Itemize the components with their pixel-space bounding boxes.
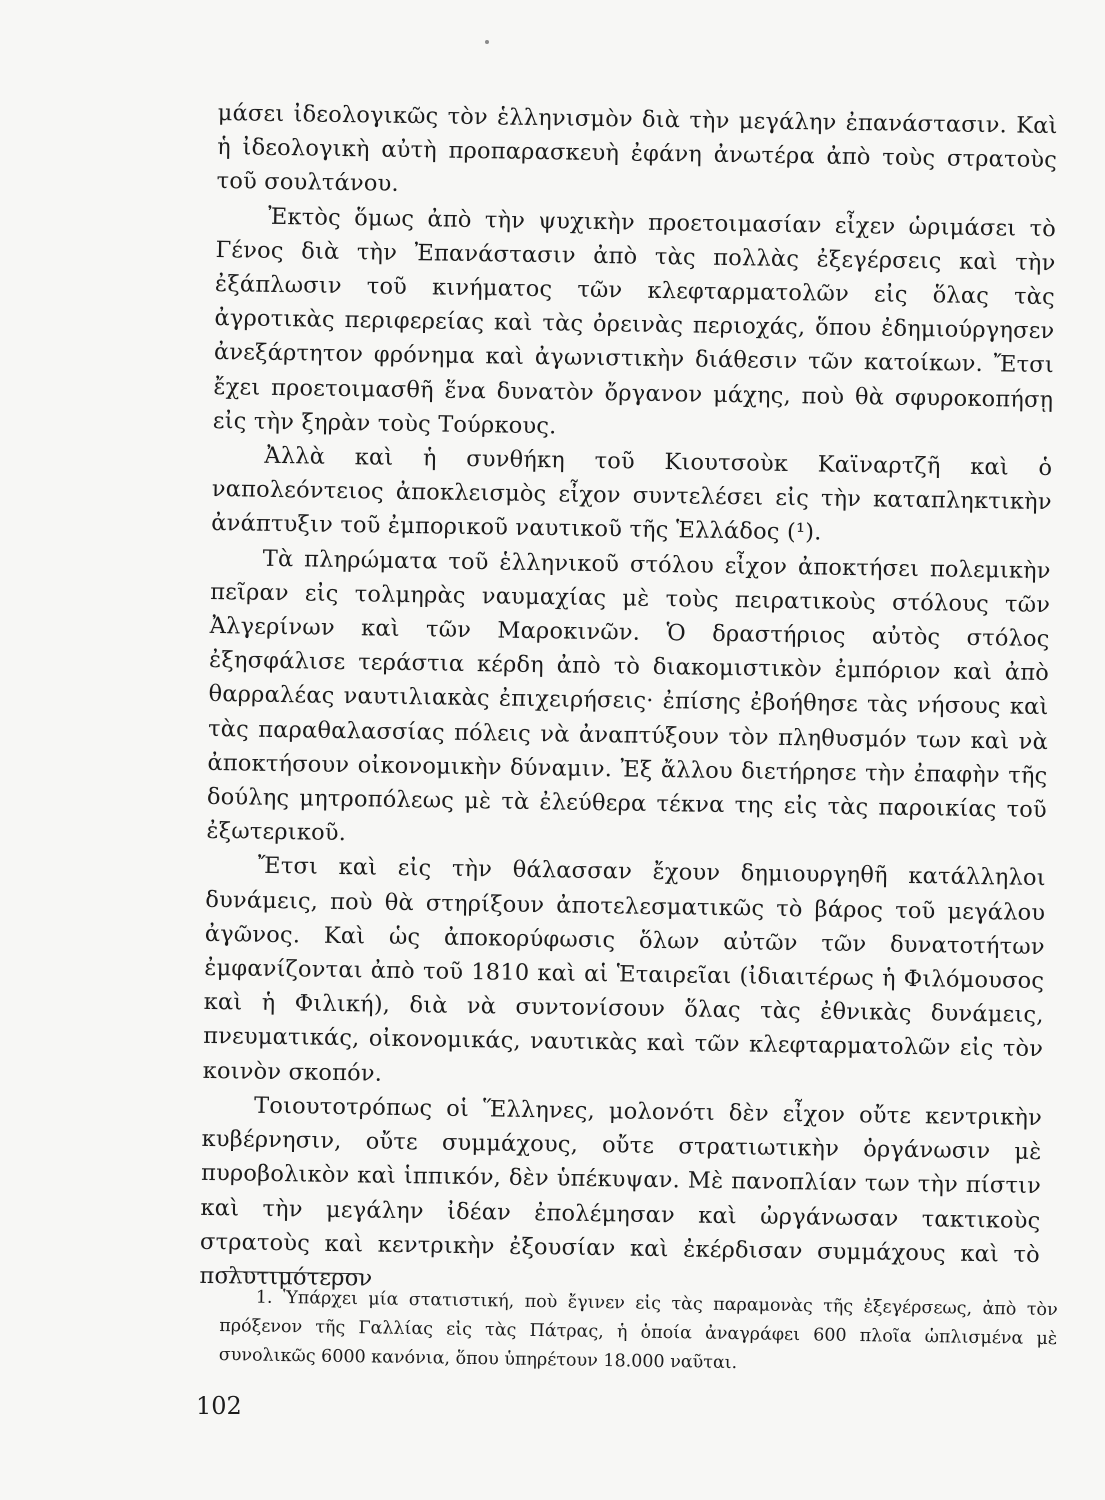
paragraph-societies: Ἔτσι καὶ εἰς τὴν θάλασσαν ἔχουν δημιουργηθῆ κατάλληλοι δυνάμεις, ποὺ θὰ στηρίξουν ἀποτελεσματικῶς τὸ βάρος τοῦ μεγάλου ἀγῶνος. Καὶ ὡς ἀποκορύφωσις ὅλων αὐτῶν τῶν δυνατοτήτων ἐμφανίζονται ἀπὸ τοῦ 1810 καὶ αἱ Ἑταιρεῖαι (ἰδιαιτέρως ἡ Φιλόμουσος καὶ ἡ Φιλική), διὰ νὰ συντονίσουν ὅλας τὰς ἐθνικὰς δυνάμεις, πνευματικάς, οἰκονομικάς, ναυτικὰς καὶ τῶν κλεφταρματολῶν εἰς τὸν κοινὸν σκοπόν. [202,853,1047,1087]
page-number: 102 [196,1392,242,1420]
paragraph-continued: μάσει ἰδεολογικῶς τὸν ἑλληνισμὸν διὰ τὴν μεγάλην ἐπανάστασιν. Καὶ ἡ ἰδεολογικὴ αὐτὴ προπαρασκευὴ ἐφάνη ἀνωτέρα ἀπὸ τοὺς στρατοὺς τοῦ σουλτάνου. [216,99,1058,198]
body-text [199,96,1058,1306]
footnote: 1. Ὑπάρχει μία στατιστική, ποὺ ἔγινεν εἰς τὰς παραμονὰς τῆς ἐξεγέρσεως, ἀπὸ τὸν πρόξενον τῆς Γαλλίας εἰς τὰς Πάτρας, ἡ ὁποία ἀναγράφει 600 πλοῖα ὡπλισμένα μὲ συνολικῶς 6000 κανόνια, ὅπου ὑπηρέτουν 18.000 ναῦται. [218,1287,1058,1374]
paragraph-fleet: Τὰ πληρώματα τοῦ ἑλληνικοῦ στόλου εἶχον ἀποκτήσει πολεμικὴν πεῖραν εἰς τολμηρὰς ναυμαχίας μὲ τοὺς πειρατικοὺς στόλους τῶν Ἀλγερίνων καὶ τῶν Μαροκινῶν. Ὁ δραστήριος αὐτὸς στόλος ἐξησφάλισε τεράστια κέρδη ἀπὸ τὸ διακομιστικὸν ἐμπόριον καὶ ἀπὸ θαρραλέας ναυτιλιακὰς ἐπιχειρήσεις· ἐπίσης ἐβοήθησε τὰς νήσους καὶ τὰς παραθαλασσίας πόλεις νὰ ἀναπτύξουν τὸν πληθυσμόν των καὶ νὰ ἀποκτήσουν οἰκονομικὴν δύναμιν. Ἐξ ἄλλου διετήρησε τὴν ἐπαφὴν τῆς δούλης μητροπόλεως μὲ τὰ ἐλεύθερα τέκνα της εἰς τὰς παροικίας τοῦ ἐξωτερικοῦ. [206,545,1051,847]
paragraph-conclusion: Τοιουτοτρόπως οἱ Ἕλληνες, μολονότι δὲν εἶχον οὔτε κεντρικὴν κυβέρνησιν, οὔτε συμμάχους, οὔτε στρατιωτικὴν ὀργάνωσιν μὲ πυροβολικὸν καὶ ἱππικόν, δὲν ὑπέκυψαν. Μὲ πανοπλίαν των τὴν πίστιν καὶ τὴν μεγάλην ἰδέαν ἐπολέμησαν καὶ ὠργάνωσαν τακτικοὺς στρατοὺς καὶ κεντρικὴν ἐξουσίαν καὶ ἐκέρδισαν συμμάχους καὶ τὸ πολυτιμότερον [199,1092,1043,1292]
paragraph-treaty: Ἀλλὰ καὶ ἡ συνθήκη τοῦ Κιουτσοὺκ Καϊναρτζῆ καὶ ὁ ναπολεόντειος ἀποκλεισμὸς εἶχον συντελέσει εἰς τὴν καταπληκτικὴν ἀνάπτυξιν τοῦ ἐμπορικοῦ ναυτικοῦ τῆς Ἑλλάδος (¹). [211,442,1053,546]
paragraph-preparation: Ἐκτὸς ὅμως ἀπὸ τὴν ψυχικὴν προετοιμασίαν εἶχεν ὡριμάσει τὸ Γένος διὰ τὴν Ἐπανάστασιν ἀπὸ τὰς πολλὰς ἐξεγέρσεις καὶ τὴν ἐξάπλωσιν τοῦ κινήματος τῶν κλεφταρματολῶν εἰς ὅλας τὰς ἀγροτικὰς περιφερείας καὶ τὰς ὀρεινὰς περιοχάς, ὅπου ἐδημιούργησεν ἀνεξάρτητον φρόνημα καὶ ἀγωνιστικὴν διάθεσιν τῶν κατοίκων. Ἔτσι ἔχει προετοιμασθῆ ἕνα δυνατὸν ὄργανον μάχης, ποὺ θὰ σφυροκοπήσῃ εἰς τὴν ξηρὰν τοὺς Τούρκους. [212,203,1057,440]
paper-speck [485,40,489,44]
